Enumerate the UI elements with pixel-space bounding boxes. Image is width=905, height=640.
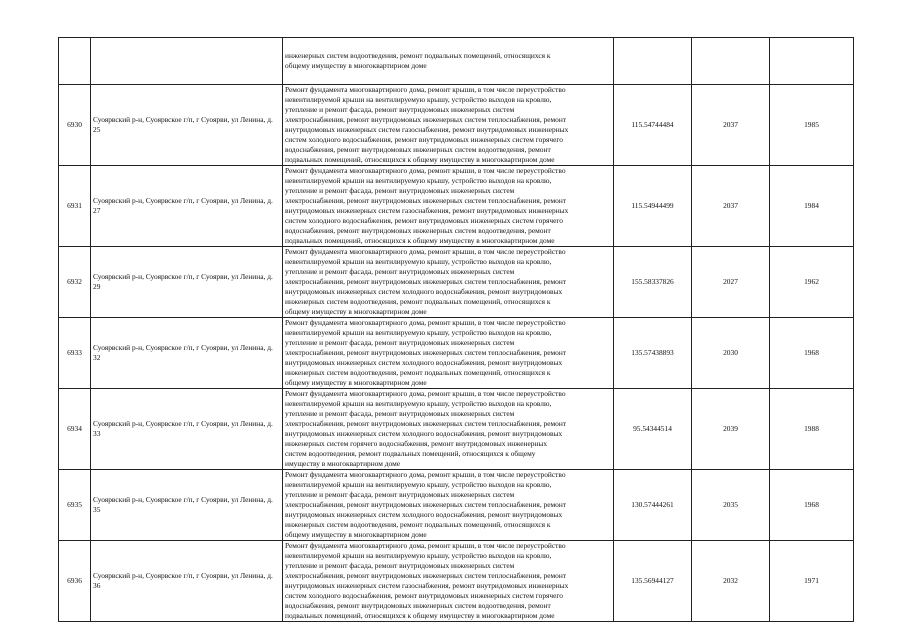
works-line: внутридомовых инженерных систем газоснабжения, ремонт внутридомовых инженерных <box>285 581 569 590</box>
row-build-year: 1971 <box>770 541 854 622</box>
row-address: Суоярвский р-н, Суоярвское г/п, г Суоярви, ул Ленина, д. 29 <box>91 247 283 318</box>
row-cost: 155.58337826 <box>614 247 692 318</box>
repair-schedule-table <box>58 37 854 622</box>
works-line: внутридомовых инженерных систем холодного водоснабжения, ремонт внутридомовых <box>285 287 563 296</box>
works-line: внутридомовых инженерных систем холодного водоснабжения, ремонт внутридомовых <box>285 358 563 367</box>
row-works <box>283 318 614 389</box>
works-line: инженерных систем водоотведения, ремонт подвальных помещений, относящихся к <box>285 297 551 306</box>
row-address: Суоярвский р-н, Суоярвское г/п, г Суоярви, ул Ленина, д. 32 <box>91 318 283 389</box>
row-cost <box>614 38 692 85</box>
row-build-year: 1984 <box>770 166 854 247</box>
works-line: подвальных помещений, относящихся к общему имуществу в многоквартирном доме <box>285 155 555 164</box>
row-works <box>283 85 614 166</box>
works-line: утепление и ремонт фасада, ремонт внутридомовых инженерных систем <box>285 490 515 499</box>
row-plan-year: 2039 <box>692 389 770 470</box>
row-works <box>283 541 614 622</box>
table-row <box>59 166 854 247</box>
table-body <box>59 38 854 622</box>
works-line: систем холодного водоснабжения, ремонт внутридомовых инженерных систем горячего <box>285 135 563 144</box>
works-line: электроснабжения, ремонт внутридомовых инженерных систем теплоснабжения, ремонт <box>285 196 567 205</box>
row-cost: 130.57444261 <box>614 470 692 541</box>
works-line: систем холодного водоснабжения, ремонт внутридомовых инженерных систем горячего <box>285 591 563 600</box>
row-plan-year <box>692 38 770 85</box>
row-build-year <box>770 38 854 85</box>
works-line: имуществу в многоквартирном доме <box>285 459 401 468</box>
works-line: электроснабжения, ремонт внутридомовых инженерных систем теплоснабжения, ремонт <box>285 571 567 580</box>
row-number: 6930 <box>59 85 91 166</box>
works-line: систем водоотведения, ремонт подвальных помещений, относящихся к общему <box>285 449 536 458</box>
row-number: 6935 <box>59 470 91 541</box>
row-build-year: 1985 <box>770 85 854 166</box>
works-line: невентилируемой крыши на вентилируемую крышу, устройство выходов на кровлю, <box>285 399 552 408</box>
works-line: внутридомовых инженерных систем газоснабжения, ремонт внутридомовых инженерных <box>285 125 569 134</box>
row-address: Суоярвский р-н, Суоярвское г/п, г Суоярви, ул Ленина, д. 25 <box>91 85 283 166</box>
table-row <box>59 318 854 389</box>
works-line: инженерных систем водоотведения, ремонт подвальных помещений, относящихся к <box>285 51 551 60</box>
row-works <box>283 166 614 247</box>
works-line: систем холодного водоснабжения, ремонт внутридомовых инженерных систем горячего <box>285 216 563 225</box>
table-row <box>59 541 854 622</box>
table-row <box>59 470 854 541</box>
works-line: электроснабжения, ремонт внутридомовых инженерных систем теплоснабжения, ремонт <box>285 419 567 428</box>
row-cost: 115.54944499 <box>614 166 692 247</box>
row-plan-year: 2027 <box>692 247 770 318</box>
works-line: подвальных помещений, относящихся к общему имуществу в многоквартирном доме <box>285 236 555 245</box>
works-line: невентилируемой крыши на вентилируемую крышу, устройство выходов на кровлю, <box>285 328 552 337</box>
works-line: Ремонт фундамента многоквартирного дома, ремонт крыши, в том числе переустройство <box>285 318 566 327</box>
row-number: 6931 <box>59 166 91 247</box>
works-line: общему имуществу в многоквартирном доме <box>285 530 427 539</box>
works-line: инженерных систем водоотведения, ремонт подвальных помещений, относящихся к <box>285 520 551 529</box>
works-line: водоснабжения, ремонт внутридомовых инженерных систем водоотведения, ремонт <box>285 601 551 610</box>
works-line: Ремонт фундамента многоквартирного дома, ремонт крыши, в том числе переустройство <box>285 541 566 550</box>
works-line: утепление и ремонт фасада, ремонт внутридомовых инженерных систем <box>285 561 515 570</box>
row-number: 6933 <box>59 318 91 389</box>
works-line: внутридомовых инженерных систем холодного водоснабжения, ремонт внутридомовых <box>285 510 563 519</box>
row-plan-year: 2037 <box>692 166 770 247</box>
row-address: Суоярвский р-н, Суоярвское г/п, г Суоярви, ул Ленина, д. 36 <box>91 541 283 622</box>
row-cost: 135.56944127 <box>614 541 692 622</box>
works-line: Ремонт фундамента многоквартирного дома, ремонт крыши, в том числе переустройство <box>285 247 566 256</box>
works-line: Ремонт фундамента многоквартирного дома, ремонт крыши, в том числе переустройство <box>285 85 566 94</box>
row-works <box>283 38 614 85</box>
works-line: электроснабжения, ремонт внутридомовых инженерных систем теплоснабжения, ремонт <box>285 115 567 124</box>
row-number: 6936 <box>59 541 91 622</box>
works-line: электроснабжения, ремонт внутридомовых инженерных систем теплоснабжения, ремонт <box>285 277 567 286</box>
row-plan-year: 2030 <box>692 318 770 389</box>
table-row <box>59 247 854 318</box>
works-line: утепление и ремонт фасада, ремонт внутридомовых инженерных систем <box>285 267 515 276</box>
table-row <box>59 85 854 166</box>
table-row <box>59 389 854 470</box>
row-number <box>59 38 91 85</box>
works-line: невентилируемой крыши на вентилируемую крышу, устройство выходов на кровлю, <box>285 176 552 185</box>
works-line: утепление и ремонт фасада, ремонт внутридомовых инженерных систем <box>285 186 515 195</box>
row-address: Суоярвский р-н, Суоярвское г/п, г Суоярви, ул Ленина, д. 33 <box>91 389 283 470</box>
row-build-year: 1968 <box>770 318 854 389</box>
works-line: водоснабжения, ремонт внутридомовых инженерных систем водоотведения, ремонт <box>285 145 551 154</box>
row-number: 6934 <box>59 389 91 470</box>
works-line: инженерных систем горячего водоснабжения, ремонт внутридомовых инженерных <box>285 439 548 448</box>
row-plan-year: 2037 <box>692 85 770 166</box>
row-works <box>283 389 614 470</box>
row-address: Суоярвский р-н, Суоярвское г/п, г Суоярви, ул Ленина, д. 27 <box>91 166 283 247</box>
works-line: утепление и ремонт фасада, ремонт внутридомовых инженерных систем <box>285 409 515 418</box>
row-cost: 95.54344514 <box>614 389 692 470</box>
row-number: 6932 <box>59 247 91 318</box>
works-line: невентилируемой крыши на вентилируемую крышу, устройство выходов на кровлю, <box>285 480 552 489</box>
works-line: подвальных помещений, относящихся к общему имуществу в многоквартирном доме <box>285 611 555 620</box>
works-line: внутридомовых инженерных систем газоснабжения, ремонт внутридомовых инженерных <box>285 206 569 215</box>
works-line: общему имуществу в многоквартирном доме <box>285 61 427 70</box>
row-build-year: 1988 <box>770 389 854 470</box>
row-build-year: 1968 <box>770 470 854 541</box>
works-line: невентилируемой крыши на вентилируемую крышу, устройство выходов на кровлю, <box>285 551 552 560</box>
works-line: общему имуществу в многоквартирном доме <box>285 378 427 387</box>
works-line: утепление и ремонт фасада, ремонт внутридомовых инженерных систем <box>285 338 515 347</box>
works-line: электроснабжения, ремонт внутридомовых инженерных систем теплоснабжения, ремонт <box>285 348 567 357</box>
works-line: электроснабжения, ремонт внутридомовых инженерных систем теплоснабжения, ремонт <box>285 500 567 509</box>
row-plan-year: 2035 <box>692 470 770 541</box>
row-address: Суоярвский р-н, Суоярвское г/п, г Суоярви, ул Ленина, д. 35 <box>91 470 283 541</box>
works-line: внутридомовых инженерных систем холодного водоснабжения, ремонт внутридомовых <box>285 429 563 438</box>
row-works <box>283 470 614 541</box>
row-works <box>283 247 614 318</box>
works-line: утепление и ремонт фасада, ремонт внутридомовых инженерных систем <box>285 105 515 114</box>
works-line: Ремонт фундамента многоквартирного дома, ремонт крыши, в том числе переустройство <box>285 389 566 398</box>
table-row <box>59 38 854 85</box>
row-address <box>91 38 283 85</box>
works-line: невентилируемой крыши на вентилируемую крышу, устройство выходов на кровлю, <box>285 95 552 104</box>
row-build-year: 1962 <box>770 247 854 318</box>
works-line: Ремонт фундамента многоквартирного дома, ремонт крыши, в том числе переустройство <box>285 166 566 175</box>
works-line: невентилируемой крыши на вентилируемую крышу, устройство выходов на кровлю, <box>285 257 552 266</box>
row-plan-year: 2032 <box>692 541 770 622</box>
works-line: общему имуществу в многоквартирном доме <box>285 307 427 316</box>
works-line: Ремонт фундамента многоквартирного дома, ремонт крыши, в том числе переустройство <box>285 470 566 479</box>
works-line: инженерных систем водоотведения, ремонт подвальных помещений, относящихся к <box>285 368 551 377</box>
works-line: водоснабжения, ремонт внутридомовых инженерных систем водоотведения, ремонт <box>285 226 551 235</box>
row-cost: 135.57438893 <box>614 318 692 389</box>
row-cost: 115.54744484 <box>614 85 692 166</box>
